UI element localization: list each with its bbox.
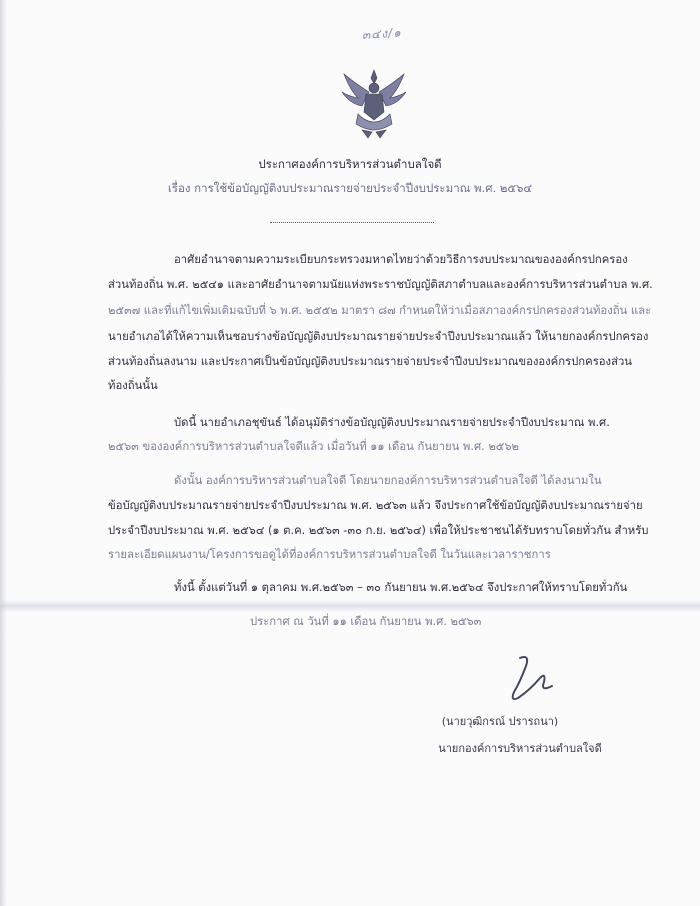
paragraph-1-line-5: ส่วนท้องถิ่นลงนาม และประกาศเป็นข้อบัญญัติงบประมาณรายจ่ายประจำปีงบประมาณขององค์กรปกครองส่วน (108, 355, 633, 368)
announcement-subject: เรื่อง การใช้ข้อบัญญัติงบประมาณรายจ่ายประจำปีงบประมาณ พ.ศ. ๒๕๖๔ (167, 181, 533, 195)
paragraph-3-line-3: ประจำปีงบประมาณ พ.ศ. ๒๕๖๔ (๑ ต.ค. ๒๕๖๓ -๓๐ ก.ย. ๒๕๖๔) เพื่อให้ประชาชนได้รับทราบโดยทั่วกัน สำหรับ (108, 524, 649, 537)
paragraph-3-line-1: ดังนั้น องค์การบริหารส่วนตำบลใจดี โดยนายกองค์การบริหารส่วนตำบลใจดี ได้ลงนามใน (174, 474, 602, 487)
signatory-title: นายกองค์การบริหารส่วนตำบลใจดี (438, 742, 602, 755)
announced-date: ประกาศ ณ วันที่ ๑๑ เดือน กันยายน พ.ศ. ๒๕๖๓ (250, 615, 482, 628)
page-edge-shadow (0, 0, 6, 906)
page-fold-shadow (0, 600, 700, 612)
paragraph-1-line-3: ๒๕๓๗ และที่แก้ไขเพิ่มเติมฉบับที่ ๖ พ.ศ. ๒๕๕๒ มาตรา ๘๗ กำหนดให้ว่าเมื่อสภาองค์กรปกครองส่วนท้องถิ่น และ (108, 304, 652, 317)
handwritten-mark: ๓๔ง/๑ (361, 25, 403, 43)
signatory-name: (นายวุฒิกรณ์ ปรารถนา) (441, 715, 559, 728)
paragraph-4: ทั้งนี้ ตั้งแต่วันที่ ๑ ตุลาคม พ.ศ.๒๕๖๓ – ๓๐ กันยายน พ.ศ.๒๕๖๔ จึงประกาศให้ทราบโดยทั่วกัน (174, 581, 628, 594)
paragraph-1-line-6: ท้องถิ่นนั้น (108, 379, 158, 392)
announcement-title: ประกาศองค์การบริหารส่วนตำบลใจดี (258, 157, 442, 171)
paragraph-1-line-2: ส่วนท้องถิ่น พ.ศ. ๒๕๔๑ และอาศัยอำนาจตามนัยแห่งพระราชบัญญัติสภาตำบลและองค์การบริหารส่วนตำบล พ.ศ. (108, 278, 653, 291)
paragraph-3-line-2: ข้อบัญญัติงบประมาณรายจ่ายประจำปีงบประมาณ พ.ศ. ๒๕๖๓ แล้ว จึงประกาศใช้ข้อบัญญัติงบประมาณรายจ่าย (108, 499, 643, 512)
paragraph-2-line-1: บัดนี้ นายอำเภอชุขันธ์ ได้อนุมัติร่างข้อบัญญัติงบประมาณรายจ่ายประจำปีงบประมาณ พ.ศ. (174, 416, 610, 429)
paragraph-1-line-1: อาศัยอำนาจตามความระเบียบกระทรวงมหาดไทยว่าด้วยวิธีการงบประมาณขององค์กรปกครอง (174, 253, 628, 266)
handwritten-signature-icon (500, 652, 570, 712)
garuda-emblem-icon (336, 66, 412, 142)
paragraph-3-line-4: รายละเอียดแผนงาน/โครงการขอดูได้ที่องค์การบริหารส่วนตำบลใจดี ในวันและเวลาราชการ (108, 548, 551, 561)
dotted-divider (270, 222, 434, 223)
paragraph-2-line-2: ๒๕๖๓ ขององค์การบริหารส่วนตำบลใจดีแล้ว เมื่อวันที่ ๑๑ เดือน กันยายน พ.ศ. ๒๕๖๒ (108, 440, 519, 453)
paragraph-1-line-4: นายอำเภอได้ให้ความเห็นชอบร่างข้อบัญญัติงบประมาณรายจ่ายประจำปีงบประมาณแล้ว ให้นายกองค์กรปกครอง (108, 330, 649, 343)
